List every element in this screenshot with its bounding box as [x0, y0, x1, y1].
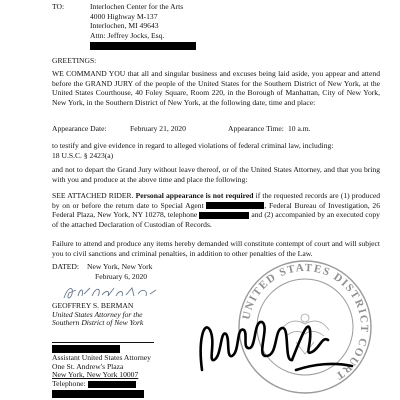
- signatory-name: GEOFFREY S. BERMAN: [52, 301, 134, 310]
- us-attorney-signature: [62, 284, 162, 302]
- dated-label: DATED:: [52, 262, 79, 271]
- rider-text-3: and (2) accompanied by an executed copy of the attached Declaration of Custodian of Records.: [52, 210, 380, 229]
- bottom-redaction: [52, 390, 144, 398]
- appearance-date: February 21, 2020: [130, 124, 186, 133]
- assistant-name-redaction: [52, 345, 120, 353]
- addressee-line: 4000 Highway M-137: [90, 11, 158, 21]
- clerk-signature: [196, 300, 356, 380]
- statute: 18 U.S.C. § 2423(a): [52, 150, 114, 160]
- rider-text-1: if the requested records are (1) produced by on or before the return date to Special Agent: [52, 191, 381, 210]
- appearance-time: 10 a.m.: [288, 124, 311, 133]
- appearance-time-label: Appearance Time:: [228, 124, 284, 133]
- signatory-title-line: Southern District of New York: [52, 318, 144, 328]
- addressee-line: Attn: Jeffrey Jocks, Esq.: [90, 30, 165, 40]
- telephone-redaction: [199, 212, 249, 219]
- agent-name-redaction: [206, 202, 264, 209]
- addressee-redaction: [90, 42, 196, 50]
- addressee-line: Interlochen Center for the Arts: [90, 2, 184, 11]
- address-line: One St. Andrew's Plaza: [52, 361, 124, 371]
- command-paragraph: WE COMMAND YOU that all and singular business and excuses being laid aside, you appear and attend before the GRAND JURY of the people of the United States for the Southern District of New York, at the United States Courthouse, 40 Foley Square, Room 220, in the Borough of Manhattan, City of New York, New York, in the Southern District of New York, at the following date, time and place:: [52, 69, 380, 107]
- dated-place: New York, New York: [87, 262, 153, 271]
- rider-lead: SEE ATTACHED RIDER.: [52, 191, 134, 200]
- signatory-block: [52, 302, 202, 328]
- telephone-row: [52, 380, 202, 389]
- rider-paragraph: [52, 191, 380, 229]
- addressee-line: Interlochen, MI 49643: [90, 21, 159, 31]
- seal-ring-text: UNITED STATES DISTRICT COURT: [240, 261, 371, 383]
- address-line: New York, New York 10007: [52, 370, 139, 380]
- appearance-row: [52, 124, 382, 134]
- greeting: GREETINGS:: [52, 56, 97, 65]
- depart-paragraph: and not to depart the Grand Jury without leave thereof, or of the United States Attorney, and that you bring with you and produce at the above time and place the following:: [52, 165, 380, 184]
- to-label: TO:: [52, 2, 65, 11]
- rider-text-2: , Federal Bureau of Investigation, 26 Federal Plaza, New York, NY 10278, telephone: [52, 200, 381, 219]
- testify-text: to testify and give evidence in regard to alleged violations of federal criminal law, including:: [52, 141, 334, 150]
- signature-line: [52, 342, 154, 343]
- appearance-date-label: Appearance Date:: [52, 124, 107, 133]
- addressee-lines: [90, 2, 196, 50]
- rider-bold: Personal appearance is not required: [135, 191, 254, 200]
- dated-date: February 6, 2020: [95, 272, 148, 281]
- failure-paragraph: Failure to attend and produce any items hereby demanded will constitute contempt of court and will subject you to civil sanctions and criminal penalties, in addition to other penalties of the Law.: [52, 239, 380, 258]
- telephone-number-redaction: [88, 381, 136, 388]
- testify-paragraph: [52, 141, 382, 160]
- assistant-label: Assistant United States Attorney: [52, 353, 151, 362]
- signatory-title-line: United States Attorney for the: [52, 309, 143, 319]
- assistant-block: [52, 354, 202, 388]
- telephone-label: Telephone:: [52, 378, 86, 388]
